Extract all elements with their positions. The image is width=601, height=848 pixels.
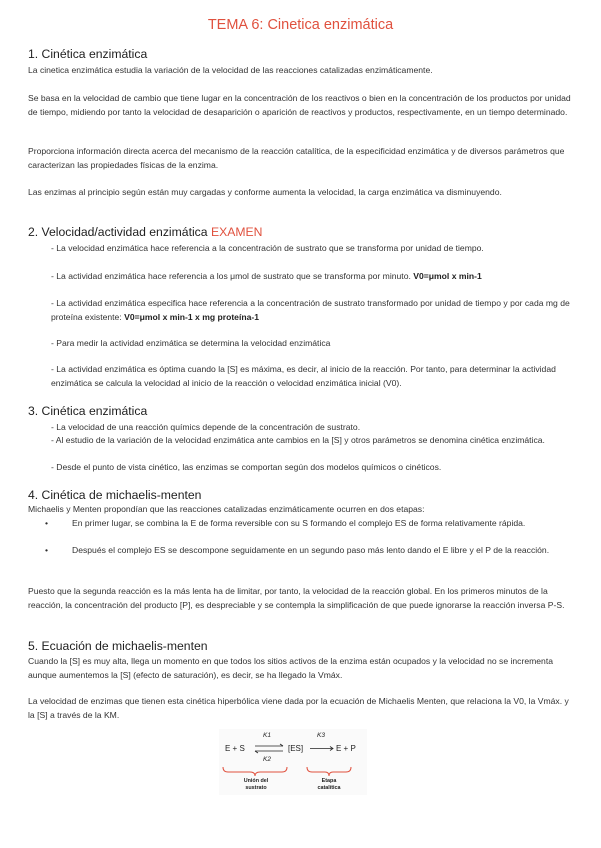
section-2-item-4: - Para medir la actividad enzimática se determina la velocidad enzimática xyxy=(51,338,331,348)
section-1-paragraph-4: Las enzimas al principio según están muy cargadas y conforme aumenta la velocidad, la carga enzimática va disminuyendo. xyxy=(28,187,502,197)
section-5-paragraph-2: La velocidad de enzimas que tienen esta cinética hiperbólica viene dada por la ecuación de Michaelis Menten, que relaciona la V0, la Vmáx. y la [S] a través de la KM. xyxy=(28,696,569,721)
section-4-paragraph: Puesto que la segunda reacción es la más lenta ha de limitar, por tanto, la velocidad de la reacción global. En los primeros minutos de la reacción, la concentración del producto [P], es despreciable y se contempla la simplificación de que puede ignorarse la reacción inversa P-S. xyxy=(28,586,565,611)
reaction-diagram xyxy=(219,729,367,795)
k1-label: K1 xyxy=(263,732,271,739)
section-2-item-2 xyxy=(51,269,576,283)
section-3-line-3: - Desde el punto de vista cinético, las enzimas se comportan según dos modelos químicos o cinéticos. xyxy=(51,462,442,472)
section-3-line-1: - La velocidad de una reacción químics depende de la concentración de sustrato. xyxy=(51,422,361,432)
k2-label: K2 xyxy=(263,756,271,763)
section-3-line-2: - Al estudio de la variación de la velocidad enzimática ante cambios en la [S] y otros parámetros se denomina cinética enzimática. xyxy=(51,435,545,445)
section-1-paragraph-3: Proporciona información directa acerca del mecanismo de la reacción catalítica, de la especificidad enzimática y de diversos parámetros que caracterizan las propiedades físicas de la enzima. xyxy=(28,146,565,171)
page-title: TEMA 6: Cinetica enzimática xyxy=(207,17,394,33)
section-1-paragraph-2: Se basa en la velocidad de cambio que tiene lugar en la concentración de los reactivos o bien en la concentración de los productos por unidad de tiempo, midiendo por tanto la velocidad de desaparición o aparición de reactivos y productos, respectivamente, en un tiempo determinado. xyxy=(28,93,571,118)
catalytic-caption: Etapa catalítica xyxy=(317,778,341,791)
catalytic-brace xyxy=(307,767,351,776)
complex-label: [ES] xyxy=(288,744,304,753)
binding-brace xyxy=(223,767,287,776)
section-5-paragraph-1: Cuando la [S] es muy alta, llega un momento en que todos los sitios activos de la enzima están ocupados y la velocidad no se incrementa aunque aumentemos la [S] (efecto de saturación), es decir, se ha llegado la Vmáx. xyxy=(28,656,553,681)
section-2-item-3 xyxy=(51,296,576,324)
section-5-heading: 5. Ecuación de michaelis-menten xyxy=(28,639,208,653)
section-2-item-5: - La actividad enzimática es óptima cuando la [S] es máxima, es decir, al inicio de la reacción. Por tanto, para determinar la actividad enzimática se calcula la velocidad al inicio de la reacción o velocidad enzimática inicial (V0). xyxy=(51,364,556,389)
section-3-heading: 3. Cinética enzimática xyxy=(28,404,148,418)
section-4-bullet-2: Después el complejo ES se descompone seguidamente en un segundo paso más lento dando el E libre y el P de la reacción. xyxy=(72,545,550,555)
bullet-dot: • xyxy=(45,545,49,555)
section-4-bullet-1: En primer lugar, se combina la E de forma reversible con su S formando el complejo ES de forma relativamente rápida. xyxy=(72,518,526,528)
section-4-intro: Michaelis y Menten propondían que las reacciones catalizadas enzimáticamente ocurren en dos etapas: xyxy=(28,504,425,514)
products-label: E + P xyxy=(336,744,356,753)
binding-caption: Unión del sustrato xyxy=(243,778,269,791)
section-2-item-1: - La velocidad enzimática hace referencia a la concentración de sustrato que se transforma por unidad de tiempo. xyxy=(51,243,484,253)
reactants-label: E + S xyxy=(225,744,245,753)
exam-tag: EXAMEN xyxy=(210,225,263,239)
bullet-dot: • xyxy=(45,518,49,528)
k3-label: K3 xyxy=(317,732,325,739)
section-2-item-3-text: - La actividad enzimática especifica hace referencia a la concentración de sustrato transformado por unidad de tiempo y por cada mg de proteína existente: xyxy=(51,298,570,323)
section-2-heading xyxy=(28,225,262,239)
section-1-heading: 1. Cinética enzimática xyxy=(28,47,148,61)
section-2-item-3-formula: V0=μmol x min-1 x mg proteína-1 xyxy=(124,312,260,323)
section-1-paragraph-1: La cinetica enzimática estudia la variación de la velocidad de las reacciones catalizadas enzimáticamente. xyxy=(28,65,433,75)
section-4-heading: 4. Cinética de michaelis-menten xyxy=(28,488,202,502)
section-2-item-2-text: - La actividad enzimática hace referencia a los μmol de sustrato que se transforma por minuto. xyxy=(51,271,411,281)
section-2-heading-text: 2. Velocidad/actividad enzimática xyxy=(28,225,208,239)
section-2-item-2-formula: V0=μmol x min-1 xyxy=(413,271,482,281)
